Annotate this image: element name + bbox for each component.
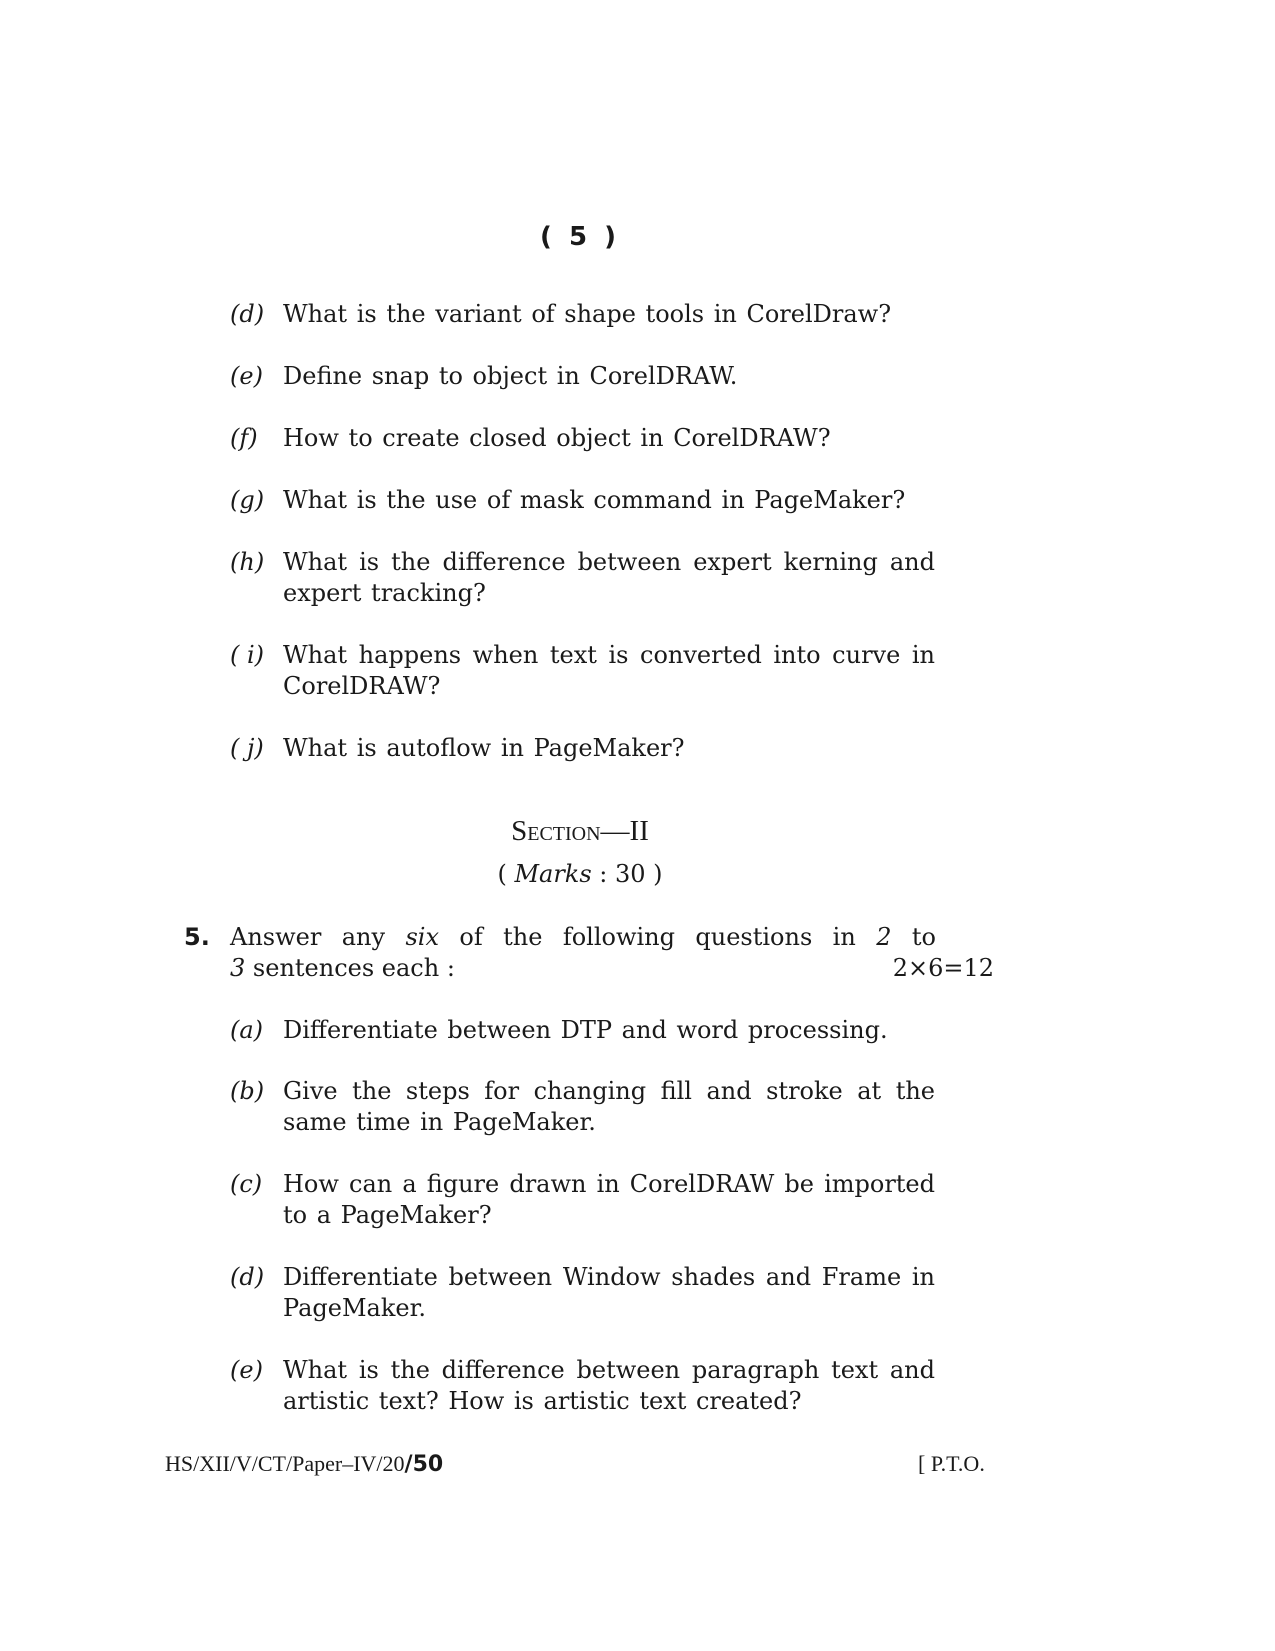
item-label: (d) [230, 1263, 265, 1291]
item-text: What is the difference between expert kerning and expert tracking? [283, 548, 935, 607]
instruction-text: sentences each : [252, 954, 455, 982]
instruction-text: of the following questions in [459, 923, 856, 951]
item-text: Define snap to object in CorelDRAW. [283, 362, 738, 390]
item-text: What happens when text is converted into curve in CorelDRAW? [283, 641, 935, 700]
list-item [230, 485, 935, 516]
item-text: Differentiate between Window shades and Frame in PageMaker. [283, 1263, 935, 1322]
list-item [230, 423, 935, 454]
list-item [230, 361, 935, 392]
list-item [230, 1262, 935, 1324]
list-item [230, 299, 935, 330]
paper-code-number: /50 [404, 1452, 444, 1477]
item-label: (a) [230, 1016, 264, 1044]
list-item [230, 733, 935, 764]
item-text: What is autoflow in PageMaker? [283, 734, 685, 762]
marks-value: : 30 ) [591, 860, 663, 888]
paper-code-text: HS/XII/V/CT/Paper–IV/20 [165, 1451, 405, 1476]
question-marks: 2×6=12 [892, 954, 994, 982]
paper-code [165, 1451, 443, 1477]
item-text: How to create closed object in CorelDRAW? [283, 424, 831, 452]
item-text: What is the difference between paragraph text and artistic text? How is artistic text created? [283, 1356, 935, 1415]
instruction-text: to [911, 923, 936, 951]
marks-open: ( [497, 860, 515, 888]
item-label: ( i) [230, 641, 265, 669]
list-item [230, 1015, 935, 1046]
page-number: ( 5 ) [540, 222, 620, 252]
item-label: (f) [230, 424, 258, 452]
item-text: Give the steps for changing fill and stroke at the same time in PageMaker. [283, 1077, 935, 1136]
item-text: What is the use of mask command in PageMaker? [283, 486, 906, 514]
item-label: ( j) [230, 734, 264, 762]
instruction-emphasis: 2 [876, 923, 892, 951]
list-item [230, 1076, 935, 1138]
item-label: (h) [230, 548, 265, 576]
item-label: (e) [230, 362, 263, 390]
section-heading: Section—II [511, 815, 649, 847]
question-number: 5. [184, 923, 210, 951]
list-item [230, 547, 935, 609]
item-label: (g) [230, 486, 265, 514]
question-instruction-line2 [230, 953, 994, 984]
item-text: How can a figure drawn in CorelDRAW be imported to a PageMaker? [283, 1170, 935, 1229]
item-text: Differentiate between DTP and word processing. [283, 1016, 888, 1044]
list-item [230, 1355, 935, 1417]
item-label: (d) [230, 300, 265, 328]
instruction-emphasis: six [405, 923, 439, 951]
marks-label: Marks [514, 860, 592, 888]
list-item [230, 640, 935, 702]
question-instruction-line1 [230, 922, 936, 953]
instruction-text: Answer any [230, 923, 386, 951]
item-text: What is the variant of shape tools in CorelDraw? [283, 300, 892, 328]
list-item [230, 1169, 935, 1231]
item-label: (b) [230, 1077, 265, 1105]
question-5 [184, 922, 994, 984]
section-marks [0, 860, 1160, 888]
pto-marker: [ P.T.O. [918, 1451, 985, 1476]
item-label: (c) [230, 1170, 263, 1198]
item-label: (e) [230, 1356, 263, 1384]
instruction-emphasis: 3 [230, 954, 246, 982]
